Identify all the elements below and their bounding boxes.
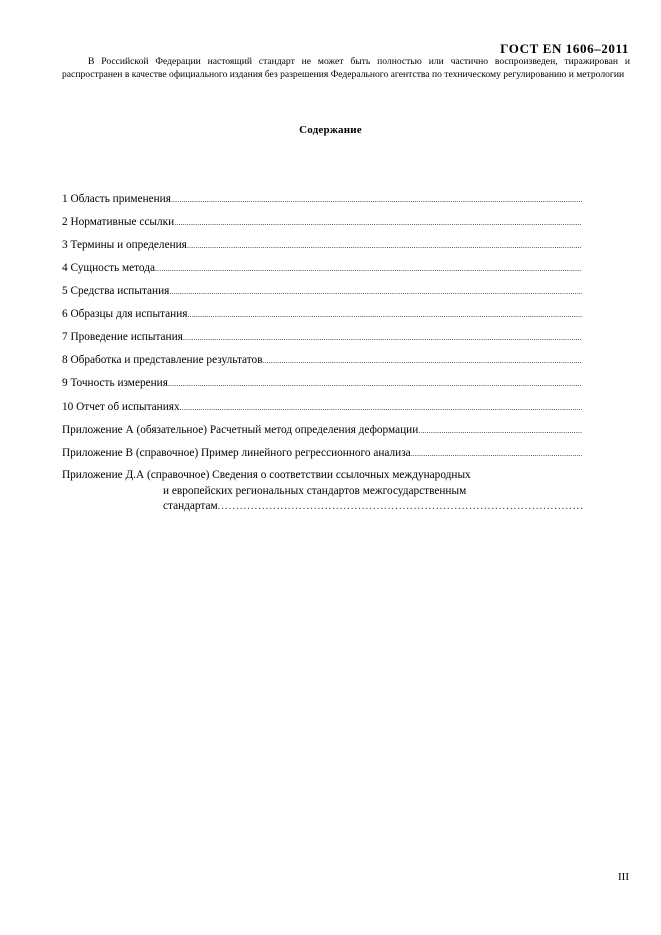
toc-item-label: стандартам bbox=[163, 500, 218, 512]
toc-item-test-report[interactable] bbox=[62, 400, 582, 415]
toc-leader-dots bbox=[174, 215, 582, 230]
document-code: ГОСТ EN 1606–2011 bbox=[500, 41, 629, 56]
toc-leader-dots bbox=[183, 330, 582, 345]
toc-item-appendix-da[interactable] bbox=[62, 468, 582, 515]
toc-item-results-processing[interactable] bbox=[62, 353, 582, 368]
toc-leader-dots bbox=[187, 307, 582, 322]
toc-item-label: 9 Точность измерения bbox=[62, 377, 168, 389]
toc-item-terms[interactable] bbox=[62, 238, 582, 253]
toc-item-label: Приложение А (обязательное) Расчетный метод определения деформации bbox=[62, 424, 419, 436]
toc-item-appendix-b[interactable] bbox=[62, 446, 582, 461]
toc-leader-dots bbox=[168, 376, 582, 391]
toc-item-label: 1 Область применения bbox=[62, 193, 171, 205]
toc-leader-dots bbox=[155, 261, 582, 276]
toc-item-label: 6 Образцы для испытания bbox=[62, 308, 188, 320]
toc-item-label: 8 Обработка и представление результатов bbox=[62, 354, 263, 366]
toc-leader-dots bbox=[418, 423, 582, 438]
toc-leader-dots bbox=[411, 446, 582, 461]
toc-item-appendix-a[interactable] bbox=[62, 423, 582, 438]
toc-item-test-specimens[interactable] bbox=[62, 307, 582, 322]
toc-item-label: Приложение В (справочное) Пример линейного регрессионного анализа bbox=[62, 447, 411, 459]
toc-leader-dots bbox=[263, 353, 582, 368]
toc-item-label: и европейских региональных стандартов межгосударственным bbox=[163, 484, 467, 497]
toc-item-test-procedure[interactable] bbox=[62, 330, 582, 345]
toc-title: Содержание bbox=[299, 124, 362, 136]
toc-item-test-equipment[interactable] bbox=[62, 284, 582, 299]
toc-item-normative-references[interactable] bbox=[62, 215, 582, 230]
toc-leader-dots bbox=[187, 238, 582, 253]
toc-item-measurement-precision[interactable] bbox=[62, 376, 582, 391]
toc-leader-dots bbox=[218, 499, 582, 515]
toc-item-label: 2 Нормативные ссылки bbox=[62, 216, 175, 228]
toc-item-label: 7 Проведение испытания bbox=[62, 331, 183, 343]
toc-item-scope[interactable] bbox=[62, 192, 582, 207]
toc-leader-dots bbox=[169, 284, 582, 299]
toc-item-label: Приложение Д.А (справочное) Сведения о соответствии ссылочных международных bbox=[62, 469, 471, 481]
toc-leader-dots bbox=[171, 192, 582, 207]
toc-item-label: 3 Термины и определения bbox=[62, 239, 187, 251]
page-number: III bbox=[618, 871, 629, 883]
copyright-notice: В Российской Федерации настоящий стандарт не может быть полностью или частично воспроизведен, тиражирован и распространен в качестве официального издания без разрешения Федерального агентства по техническому регулированию и метрологии bbox=[62, 56, 630, 80]
toc-item-continuation bbox=[62, 499, 582, 515]
toc-item-label: 10 Отчет об испытаниях bbox=[62, 401, 180, 413]
toc-leader-dots bbox=[180, 400, 582, 415]
toc-item-label: 4 Сущность метода bbox=[62, 262, 156, 274]
toc-item-continuation bbox=[62, 484, 582, 500]
toc-item-label: 5 Средства испытания bbox=[62, 285, 170, 297]
toc-item-method-principle[interactable] bbox=[62, 261, 582, 276]
